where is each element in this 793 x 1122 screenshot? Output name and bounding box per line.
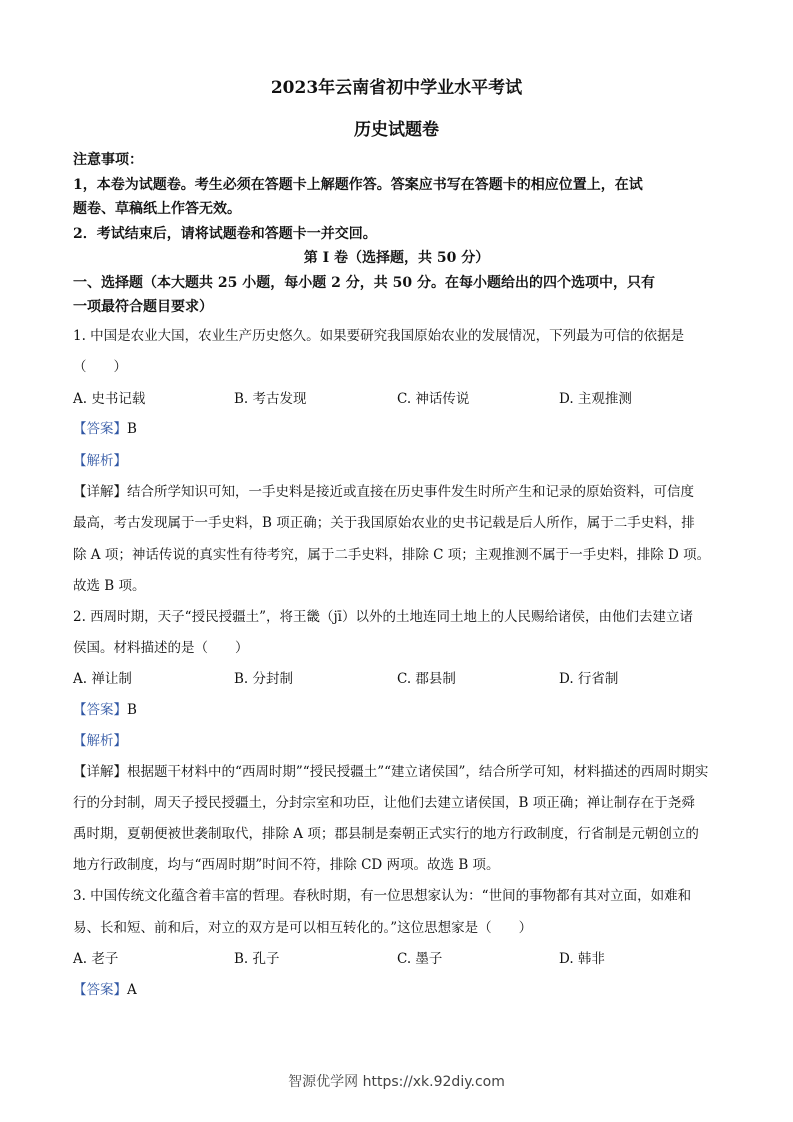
notice-item-1-line-1: 1，本卷为试题卷。考生必须在答题卡上解题作答。答案应书写在答题卡的相应位置上，在试 — [73, 177, 643, 193]
notice-item-2: 2．考试结束后，请将试题卷和答题卡一并交回。 — [73, 226, 377, 242]
question-2-detail-line-4: 地方行政制度，均与“西周时期”时间不符，排除 CD 两项。故选 B 项。 — [73, 857, 500, 873]
section-heading-line-1: 一、选择题（本大题共 25 小题，每小题 2 分，共 50 分。在每小题给出的四个选项中，只有 — [73, 275, 655, 291]
question-3-stem-line-1: 3. 中国传统文化蕴含着丰富的哲理。春秋时期，有一位思想家认为：“世间的事物都有其对立面，如难和 — [73, 888, 692, 904]
question-3-option-b: B. 孔子 — [234, 951, 280, 967]
answer-tag: 【答案】 — [73, 982, 127, 998]
question-3-stem-line-2: 易、长和短、前和后，对立的双方是可以相互转化的。”这位思想家是（ ） — [73, 920, 533, 936]
question-1-answer — [73, 417, 733, 437]
question-2-analysis-tag: 【解析】 — [73, 733, 127, 749]
question-1-stem-line-2: （ ） — [73, 359, 127, 375]
question-2-answer — [73, 698, 733, 718]
question-1-detail-line-1 — [73, 480, 733, 500]
detail-text: 结合所学知识可知，一手史料是接近或直接在历史事件发生时所产生和记录的原始资料，可信度 — [127, 484, 694, 500]
answer-value: B — [127, 702, 137, 718]
answer-value: A — [127, 982, 137, 998]
answer-tag: 【答案】 — [73, 421, 127, 437]
answer-value: B — [127, 421, 137, 437]
footer-watermark: 智源优学网 https://xk.92diy.com — [288, 1074, 505, 1090]
detail-tag: 【详解】 — [73, 484, 127, 500]
question-2-detail-line-3: 禹时期，夏朝便被世袭制取代，排除 A 项；郡县制是秦朝正式实行的地方行政制度，行省制是元朝创立的 — [73, 826, 699, 842]
part-1-heading: 第 I 卷（选择题，共 50 分） — [303, 250, 490, 266]
notice-item-1-line-2: 题卷、草稿纸上作答无效。 — [73, 201, 241, 217]
question-3-answer — [73, 978, 733, 998]
detail-text: 根据题干材料中的“西周时期”“授民授疆土”“建立诸侯国”，结合所学可知，材料描述的西周时期实 — [127, 764, 709, 780]
section-heading-line-2: 一项最符合题目要求） — [73, 299, 213, 315]
question-1-option-c: C. 神话传说 — [397, 391, 470, 407]
question-1-analysis-tag: 【解析】 — [73, 453, 127, 469]
question-2-detail-line-2: 行的分封制，周天子授民授疆土，分封宗室和功臣，让他们去建立诸侯国，B 项正确；禅让制存在于尧舜 — [73, 795, 695, 811]
question-1-detail-line-4: 故选 B 项。 — [73, 578, 146, 594]
question-2-stem-line-1: 2. 西周时期，天子“授民授疆土”，将王畿（jī）以外的土地连同土地上的人民赐给诸侯，由他们去建立诸 — [73, 609, 693, 625]
question-2-option-c: C. 郡县制 — [397, 671, 456, 687]
question-3-option-a: A. 老子 — [73, 951, 119, 967]
question-2-stem-line-2: 侯国。材料描述的是（ ） — [73, 640, 249, 656]
question-2-option-a: A. 禅让制 — [73, 671, 132, 687]
answer-tag: 【答案】 — [73, 702, 127, 718]
notice-heading: 注意事项： — [73, 152, 143, 168]
question-2-option-d: D. 行省制 — [559, 671, 619, 687]
question-1-detail-line-2: 最高，考古发现属于一手史料，B 项正确；关于我国原始农业的史书记载是后人所作，属于二手史料，排 — [73, 515, 695, 531]
question-3-option-d: D. 韩非 — [559, 951, 605, 967]
question-1-option-b: B. 考古发现 — [234, 391, 307, 407]
question-2-detail-line-1 — [73, 760, 733, 780]
question-1-option-a: A. 史书记载 — [73, 391, 146, 407]
question-2-option-b: B. 分封制 — [234, 671, 294, 687]
question-1-detail-line-3: 除 A 项；神话传说的真实性有待考究，属于二手史料，排除 C 项；主观推测不属于一手史料，排除 D 项。 — [73, 547, 711, 563]
detail-tag: 【详解】 — [73, 764, 127, 780]
question-1-option-d: D. 主观推测 — [559, 391, 632, 407]
question-3-option-c: C. 墨子 — [397, 951, 443, 967]
exam-title: 2023年云南省初中学业水平考试 — [270, 78, 523, 98]
question-1-stem-line-1: 1. 中国是农业大国，农业生产历史悠久。如果要研究我国原始农业的发展情况，下列最为可信的依据是 — [73, 328, 685, 344]
exam-subtitle: 历史试题卷 — [354, 120, 439, 140]
